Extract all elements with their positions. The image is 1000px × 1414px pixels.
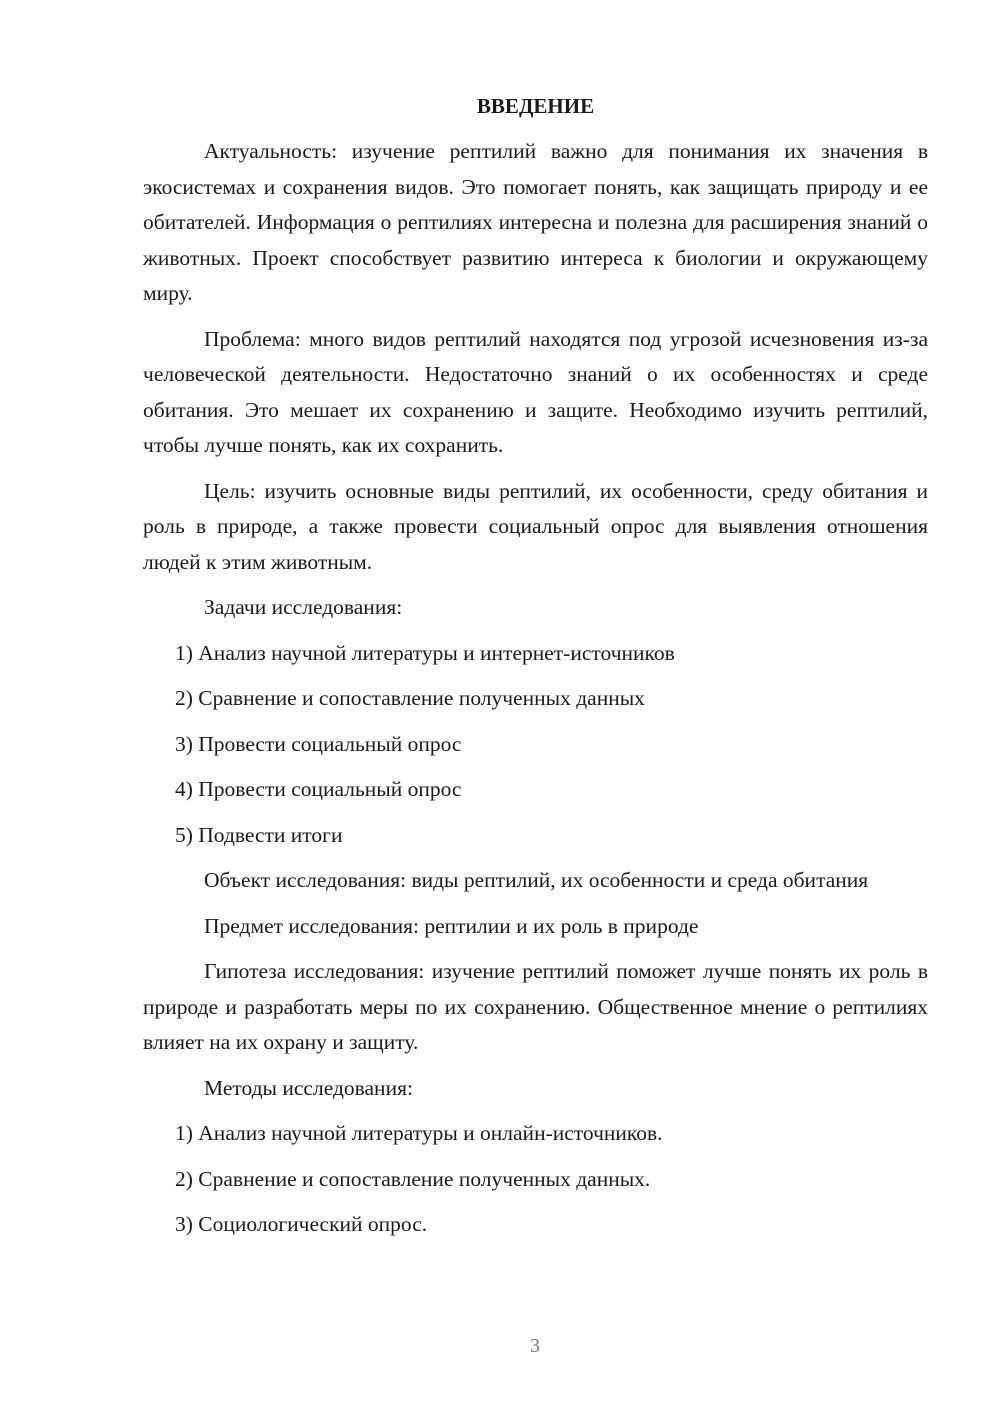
- hypothesis-paragraph: Гипотеза исследования: изучение рептилий поможет лучше понять их роль в природе и разработать меры по их сохранению. Общественное мнение о рептилиях влияет на их охрану и защиту.: [143, 959, 928, 1054]
- list-item: 1) Анализ научной литературы и онлайн-источников.: [175, 1121, 663, 1145]
- page-content: [143, 92, 928, 1253]
- relevance-paragraph: Актуальность: изучение рептилий важно для понимания их значения в экосистемах и сохранения видов. Это помогает понять, как защищать природу и ее обитателей. Информация о рептилиях интересна и полезна для расширения знаний о животных. Проект способствует развитию интереса к биологии и окружающему миру.: [143, 139, 928, 305]
- methods-heading: Методы исследования:: [204, 1075, 413, 1100]
- methods-list: [143, 1116, 928, 1243]
- subject-paragraph: Предмет исследования: рептилии и их роль в природе: [204, 913, 699, 938]
- list-item: 1) Анализ научной литературы и интернет-источников: [175, 640, 675, 665]
- list-item: 2) Сравнение и сопоставление полученных данных: [175, 686, 645, 710]
- tasks-list: [143, 636, 928, 854]
- list-item: 4) Провести социальный опрос: [175, 777, 462, 801]
- tasks-heading: Задачи исследования:: [204, 595, 403, 619]
- page-title: ВВЕДЕНИЕ: [476, 94, 595, 118]
- list-item: 5) Подвести итоги: [175, 822, 343, 847]
- list-item: 3) Социологический опрос.: [175, 1212, 428, 1236]
- list-item: 3) Провести социальный опрос: [175, 731, 462, 756]
- object-paragraph: Объект исследования: виды рептилий, их особенности и среда обитания: [204, 868, 869, 892]
- problem-paragraph: Проблема: много видов рептилий находятся под угрозой исчезновения из-за человеческой деятельности. Недостаточно знаний о их особенностях и среде обитания. Это мешает их сохранению и защите. Необходимо изучить рептилий, чтобы лучше понять, как их сохранить.: [143, 326, 928, 457]
- goal-paragraph: Цель: изучить основные виды рептилий, их особенности, среду обитания и роль в природе, а также провести социальный опрос для выявления отношения людей к этим животным.: [143, 478, 928, 574]
- page-number: 3: [530, 1335, 540, 1357]
- list-item: 2) Сравнение и сопоставление полученных данных.: [175, 1166, 651, 1191]
